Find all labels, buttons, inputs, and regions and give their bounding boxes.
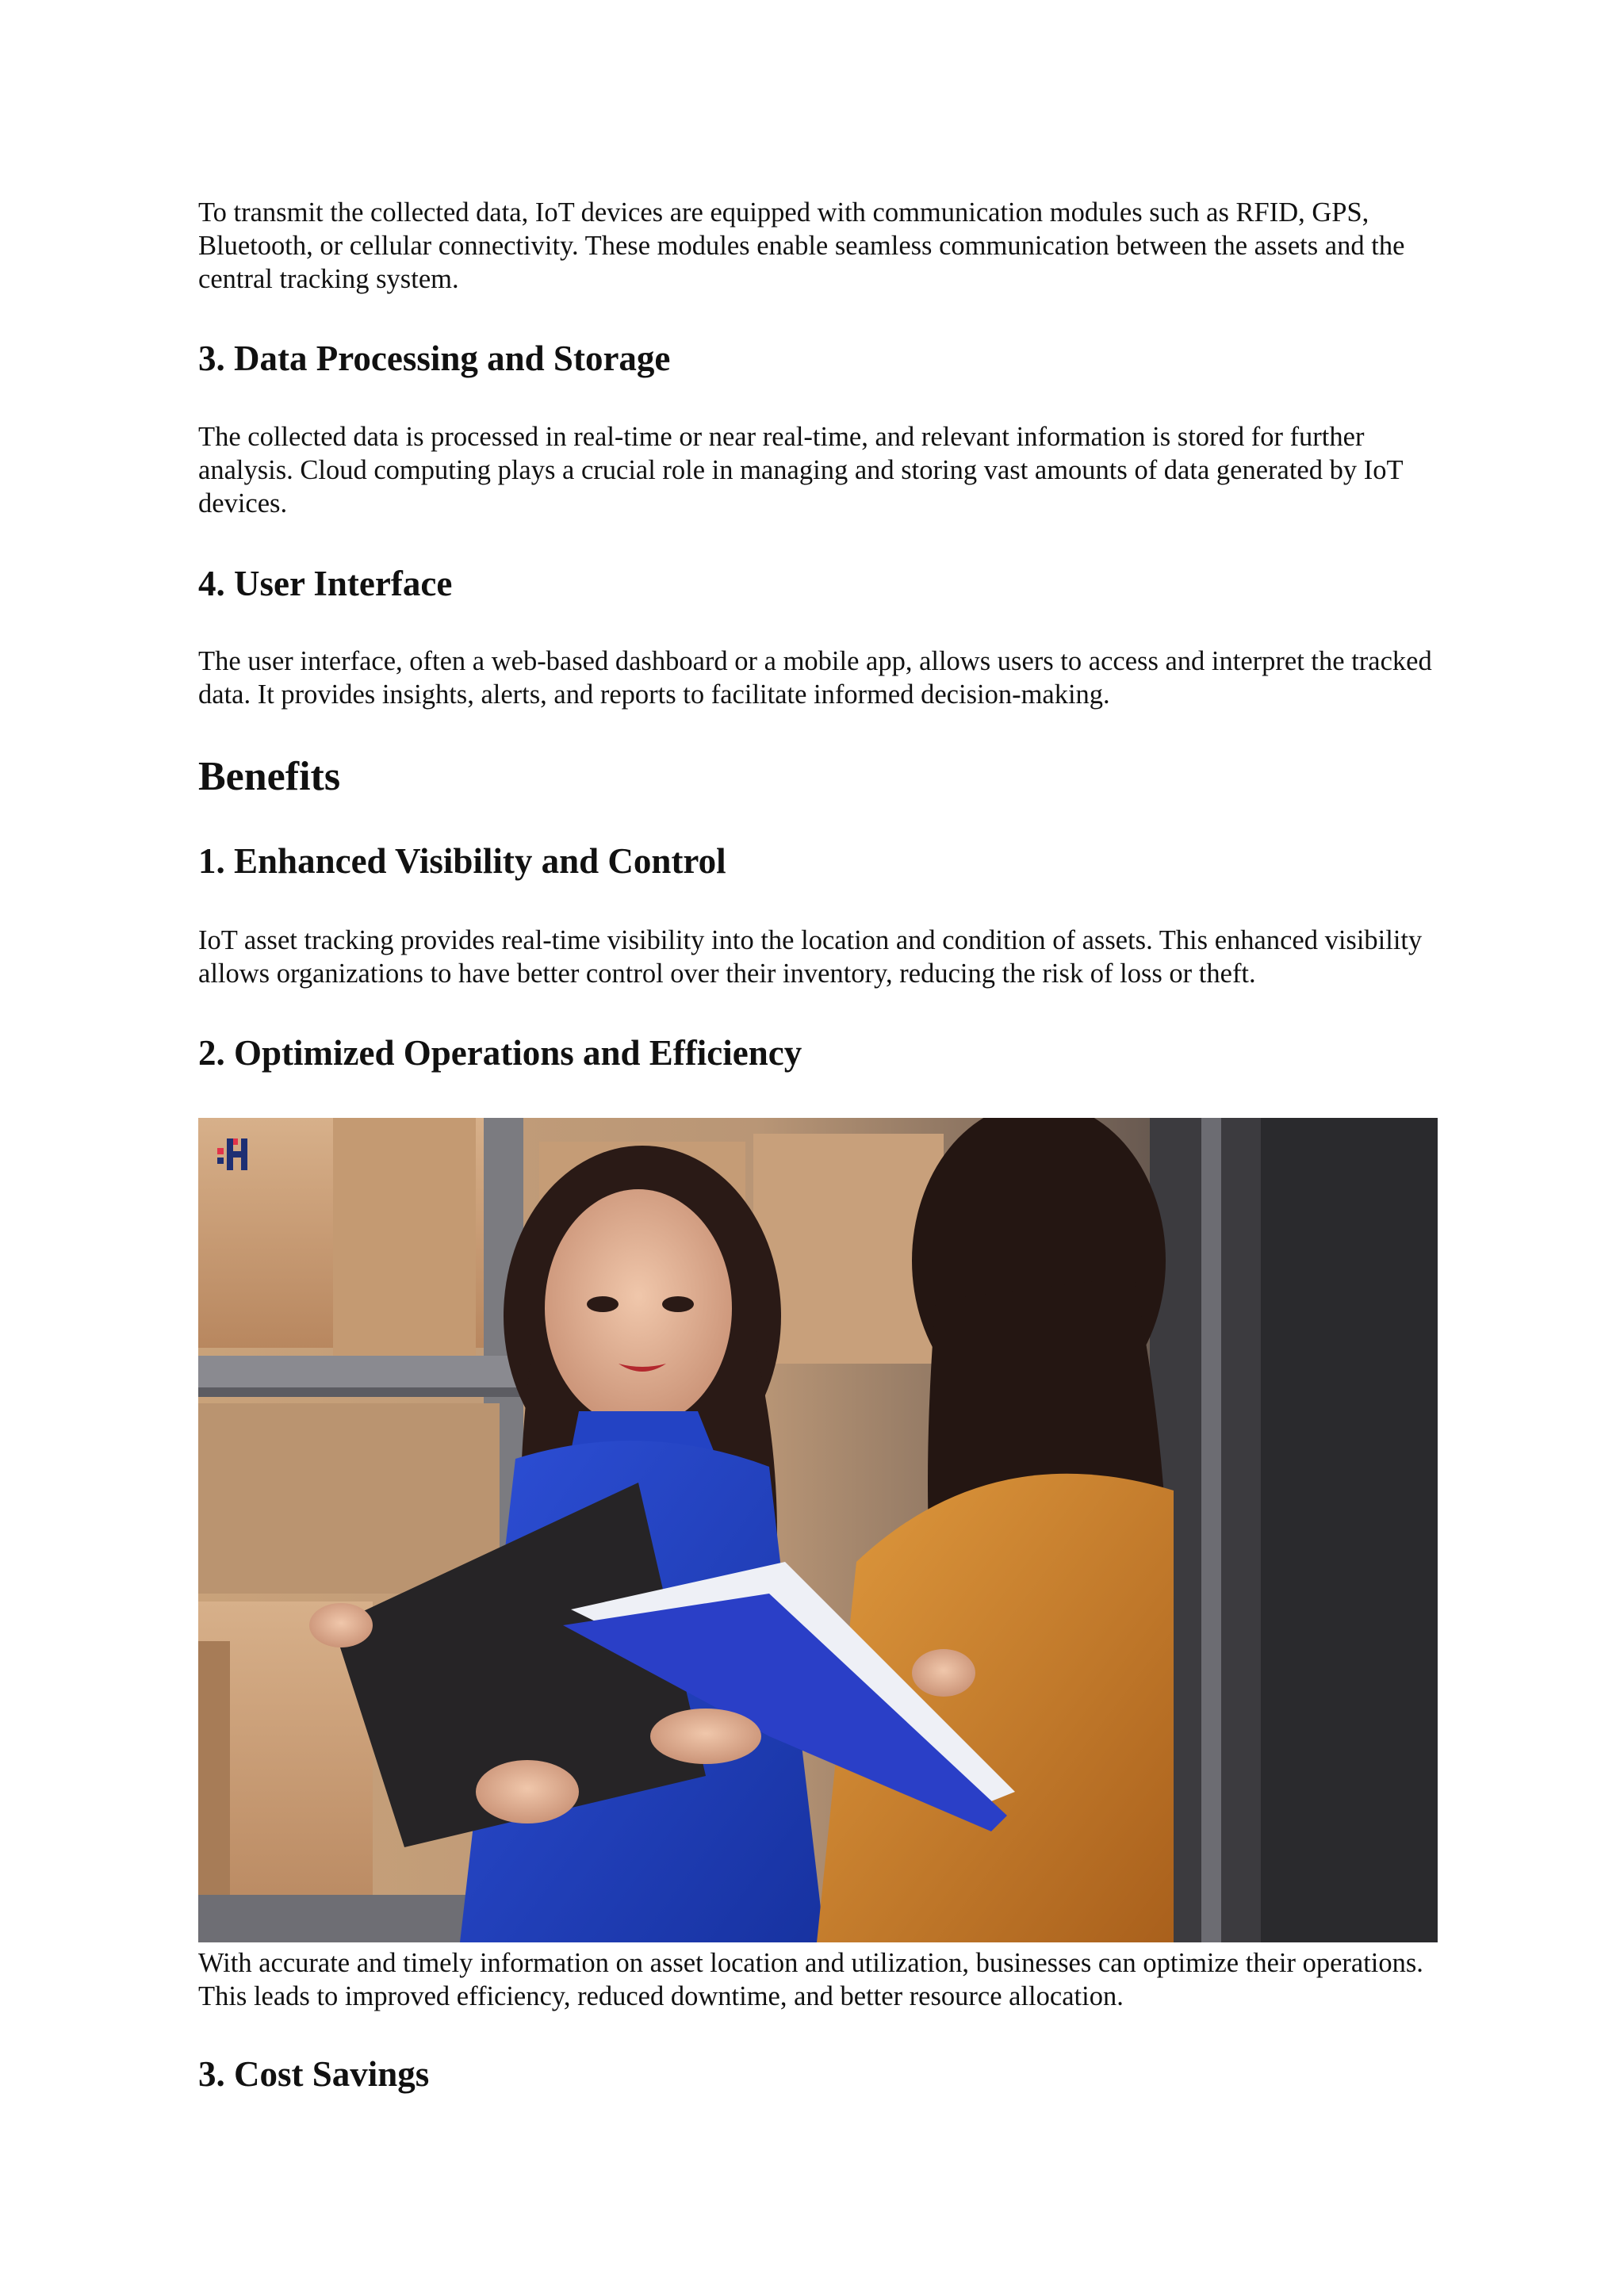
heading-visibility: 1. Enhanced Visibility and Control — [198, 841, 726, 881]
paragraph-visibility: IoT asset tracking provides real-time visibility into the location and condition of assets. This enhanced visibility allows organizations to have better control over their inventory, reducing the risk of loss or theft. — [198, 925, 1423, 989]
hexahome-logo-icon — [216, 1135, 254, 1173]
warehouse-photo — [198, 1118, 1438, 1942]
paragraph-operations: With accurate and timely information on asset location and utilization, businesses can optimize their operations. This leads to improved efficiency, reduced downtime, and better resource allocation. — [198, 1948, 1423, 2011]
heading-cost-savings: 3. Cost Savings — [198, 2054, 430, 2094]
heading-user-interface: 4. User Interface — [198, 564, 453, 603]
heading-operations: 2. Optimized Operations and Efficiency — [198, 1033, 802, 1073]
paragraph-data-processing: The collected data is processed in real-time or near real-time, and relevant information is stored for further analysis. Cloud computing plays a crucial role in managing and storing vast amounts of data generated by IoT devices. — [198, 422, 1403, 519]
paragraph-user-interface: The user interface, often a web-based dashboard or a mobile app, allows users to access and interpret the tracked data. It provides insights, alerts, and reports to facilitate informed decision-making. — [198, 646, 1432, 710]
heading-benefits: Benefits — [198, 754, 341, 799]
heading-data-processing: 3. Data Processing and Storage — [198, 339, 671, 378]
paragraph-transmission: To transmit the collected data, IoT devices are equipped with communication modules such as RFID, GPS, Bluetooth, or cellular connectivity. These modules enable seamless communication between the assets and the central tracking system. — [198, 197, 1405, 294]
